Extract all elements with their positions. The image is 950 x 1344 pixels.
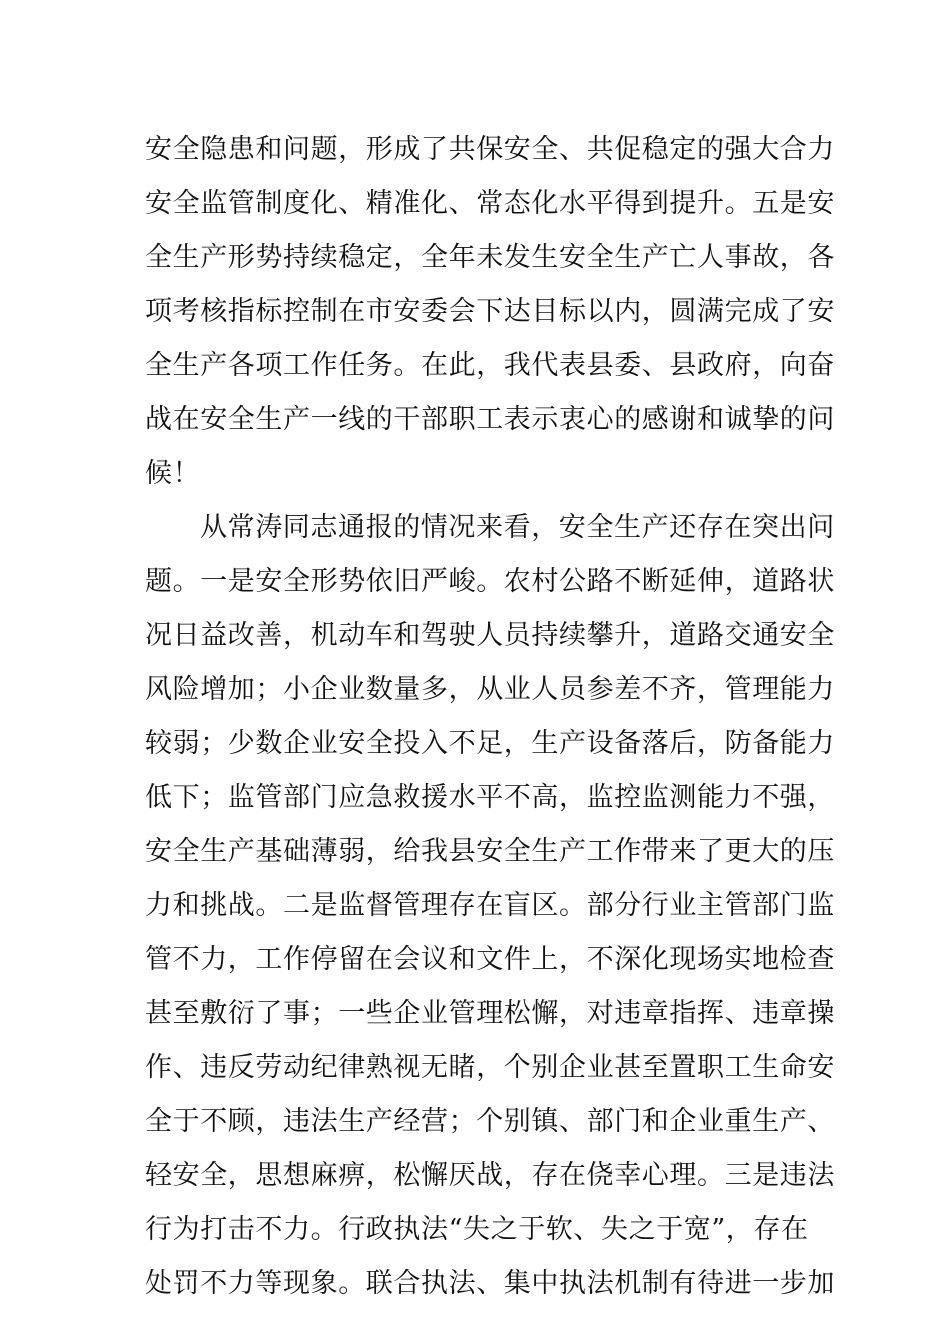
text-line: 安全监管制度化、精准化、常态化水平得到提升。五是安 — [145, 188, 835, 219]
text-line: 风险增加；小企业数量多，从业人员参差不齐，管理能力 — [145, 674, 835, 705]
text-line: 管不力，工作停留在会议和文件上，不深化现场实地检查 — [145, 944, 835, 975]
text-line: 战在安全生产一线的干部职工表示衷心的感谢和诚挚的问 — [145, 404, 835, 435]
text-line: 况日益改善，机动车和驾驶人员持续攀升，道路交通安全 — [145, 620, 835, 651]
text-line: 全于不顾，违法生产经营；个别镇、部门和企业重生产、 — [145, 1106, 835, 1137]
text-line: 行为打击不力。行政执法“失之于软、失之于宽”，存在 — [145, 1214, 809, 1245]
text-line: 处罚不力等现象。联合执法、集中执法机制有待进一步加 — [145, 1268, 835, 1299]
text-line: 项考核指标控制在市安委会下达目标以内，圆满完成了安 — [145, 296, 835, 327]
text-line: 作、违反劳动纪律熟视无睹，个别企业甚至置职工生命安 — [145, 1052, 835, 1083]
text-line: 甚至敷衍了事；一些企业管理松懈，对违章指挥、违章操 — [145, 998, 835, 1029]
text-line: 题。一是安全形势依旧严峻。农村公路不断延伸，道路状 — [145, 566, 835, 597]
text-line: 候！ — [145, 458, 201, 489]
text-line: 力和挑战。二是监督管理存在盲区。部分行业主管部门监 — [145, 890, 835, 921]
text-line: 轻安全，思想麻痹，松懈厌战，存在侥幸心理。三是违法 — [145, 1160, 835, 1191]
paragraph-first-line: 从常涛同志通报的情况来看，安全生产还存在突出问 — [200, 512, 835, 543]
text-line: 安全生产基础薄弱，给我县安全生产工作带来了更大的压 — [145, 836, 835, 867]
text-line: 低下；监管部门应急救援水平不高，监控监测能力不强， — [145, 782, 835, 813]
text-line: 较弱；少数企业安全投入不足，生产设备落后，防备能力 — [145, 728, 835, 759]
text-line: 全生产各项工作任务。在此，我代表县委、县政府，向奋 — [145, 350, 835, 381]
text-line: 安全隐患和问题，形成了共保安全、共促稳定的强大合力 — [145, 134, 835, 165]
text-line: 全生产形势持续稳定，全年未发生安全生产亡人事故，各 — [145, 242, 835, 273]
